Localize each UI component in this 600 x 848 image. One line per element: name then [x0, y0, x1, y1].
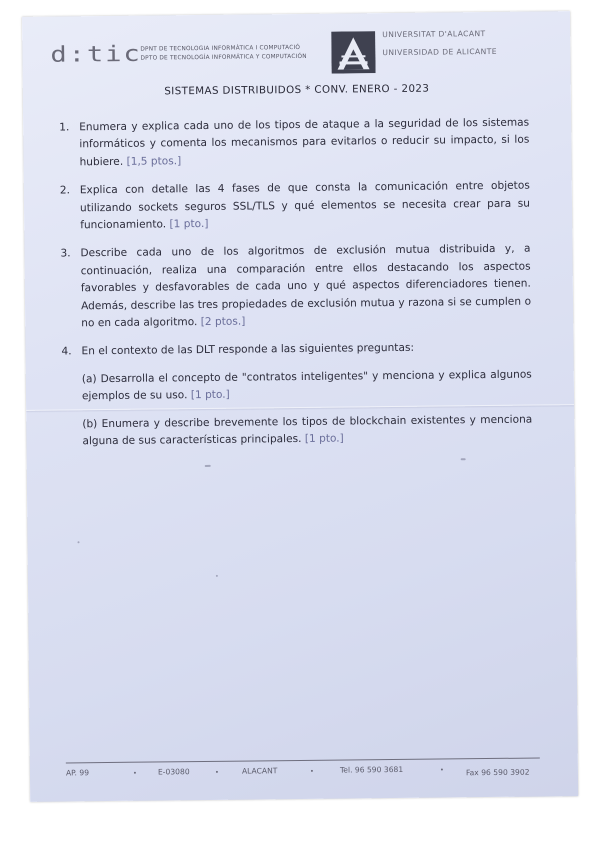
subquestion-points: [1 pto.]: [304, 432, 344, 446]
footer-po-box: AP. 99: [65, 768, 90, 778]
footer-city: ALACANT: [241, 766, 278, 776]
university-line-valencian: UNIVERSITAT D'ALACANT: [382, 29, 486, 40]
paper-speck: [78, 541, 80, 543]
question-text: Explica con detalle las 4 fases de que consta la comunicación entre objetos utilizando sockets seguros SSL/TLS y qué elementos se necesita crear para su funcionamiento.: [79, 179, 531, 232]
question-1: [59, 115, 530, 172]
department-name: [140, 44, 307, 64]
separator-dot: [134, 772, 136, 774]
department-line-spanish: DPTO DE TECNOLOGÍA INFORMÁTICA Y COMPUTACIÓN: [140, 53, 307, 62]
footer-address: [65, 763, 546, 778]
subquestion-points: [1 pto.]: [190, 388, 230, 402]
footer-postal-code: E-03080: [157, 767, 190, 777]
question-number: 4.: [61, 345, 72, 358]
question-text: En el contexto de las DLT responde a las siguientes preguntas:: [81, 342, 415, 358]
subquestion-text: Desarrolla el concepto de "contratos inteligentes" y menciona y explica algunos ejemplos de su uso.: [81, 368, 532, 403]
subquestion-label: (a): [81, 372, 97, 386]
paper-speck: [205, 465, 211, 467]
subquestion-b: [82, 411, 532, 451]
question-points: [2 ptos.]: [200, 315, 246, 329]
paper-speck: [216, 575, 218, 577]
subquestion-text: Enumera y describe brevemente los tipos de blockchain existentes y menciona alguna de sus características principales.: [82, 413, 533, 448]
question-number: 2.: [59, 184, 71, 197]
subquestion-label: (b): [82, 417, 98, 430]
separator-dot: [441, 769, 443, 771]
question-points: [1,5 ptos.]: [126, 155, 182, 168]
question-points: [1 pto.]: [169, 217, 209, 231]
university-emblem-icon: [331, 31, 375, 73]
footer-telephone: Tel. 96 590 3681: [339, 764, 404, 775]
question-2: [60, 178, 531, 235]
question-4: [61, 339, 532, 451]
question-number: 3.: [60, 247, 71, 260]
exam-title: SISTEMAS DISTRIBUIDOS * CONV. ENERO - 2023: [164, 82, 430, 98]
university-line-spanish: UNIVERSIDAD DE ALICANTE: [382, 46, 497, 58]
footer-fax: Fax 96 590 3902: [465, 767, 530, 778]
university-name: [382, 25, 497, 62]
separator-dot: [216, 771, 218, 773]
question-number: 1.: [59, 121, 70, 134]
paper-speck: [461, 458, 466, 460]
department-line-valencian: DPNT DE TECNOLOGIA INFORMÀTICA I COMPUTACIÓ: [140, 44, 301, 53]
footer-rule: [66, 757, 540, 763]
dtic-logo: d:tic: [50, 41, 142, 68]
exam-sheet: [22, 11, 578, 802]
separator-dot: [311, 770, 313, 772]
question-text: Describe cada uno de los algoritmos de exclusión mutua distribuida y, a continuación, realiza una comparación entre ellos destacando los aspectos favorables y desfavorables de cada uno y qué aspectos diferenciadores tienen. Además, describe las tres propiedades de exclusión mutua y razona si se cumplen o no en cada algoritmo.: [80, 242, 532, 330]
subquestion-a: [82, 366, 532, 406]
letterhead: [22, 11, 571, 77]
question-text: Enumera y explica cada uno de los tipos de ataque a la seguridad de los sistemas informáticos y comenta los mecanismos para evitarlos o reducir su impacto, si los hubiere.: [79, 116, 530, 169]
question-list: [59, 115, 533, 462]
question-3: [60, 241, 531, 333]
